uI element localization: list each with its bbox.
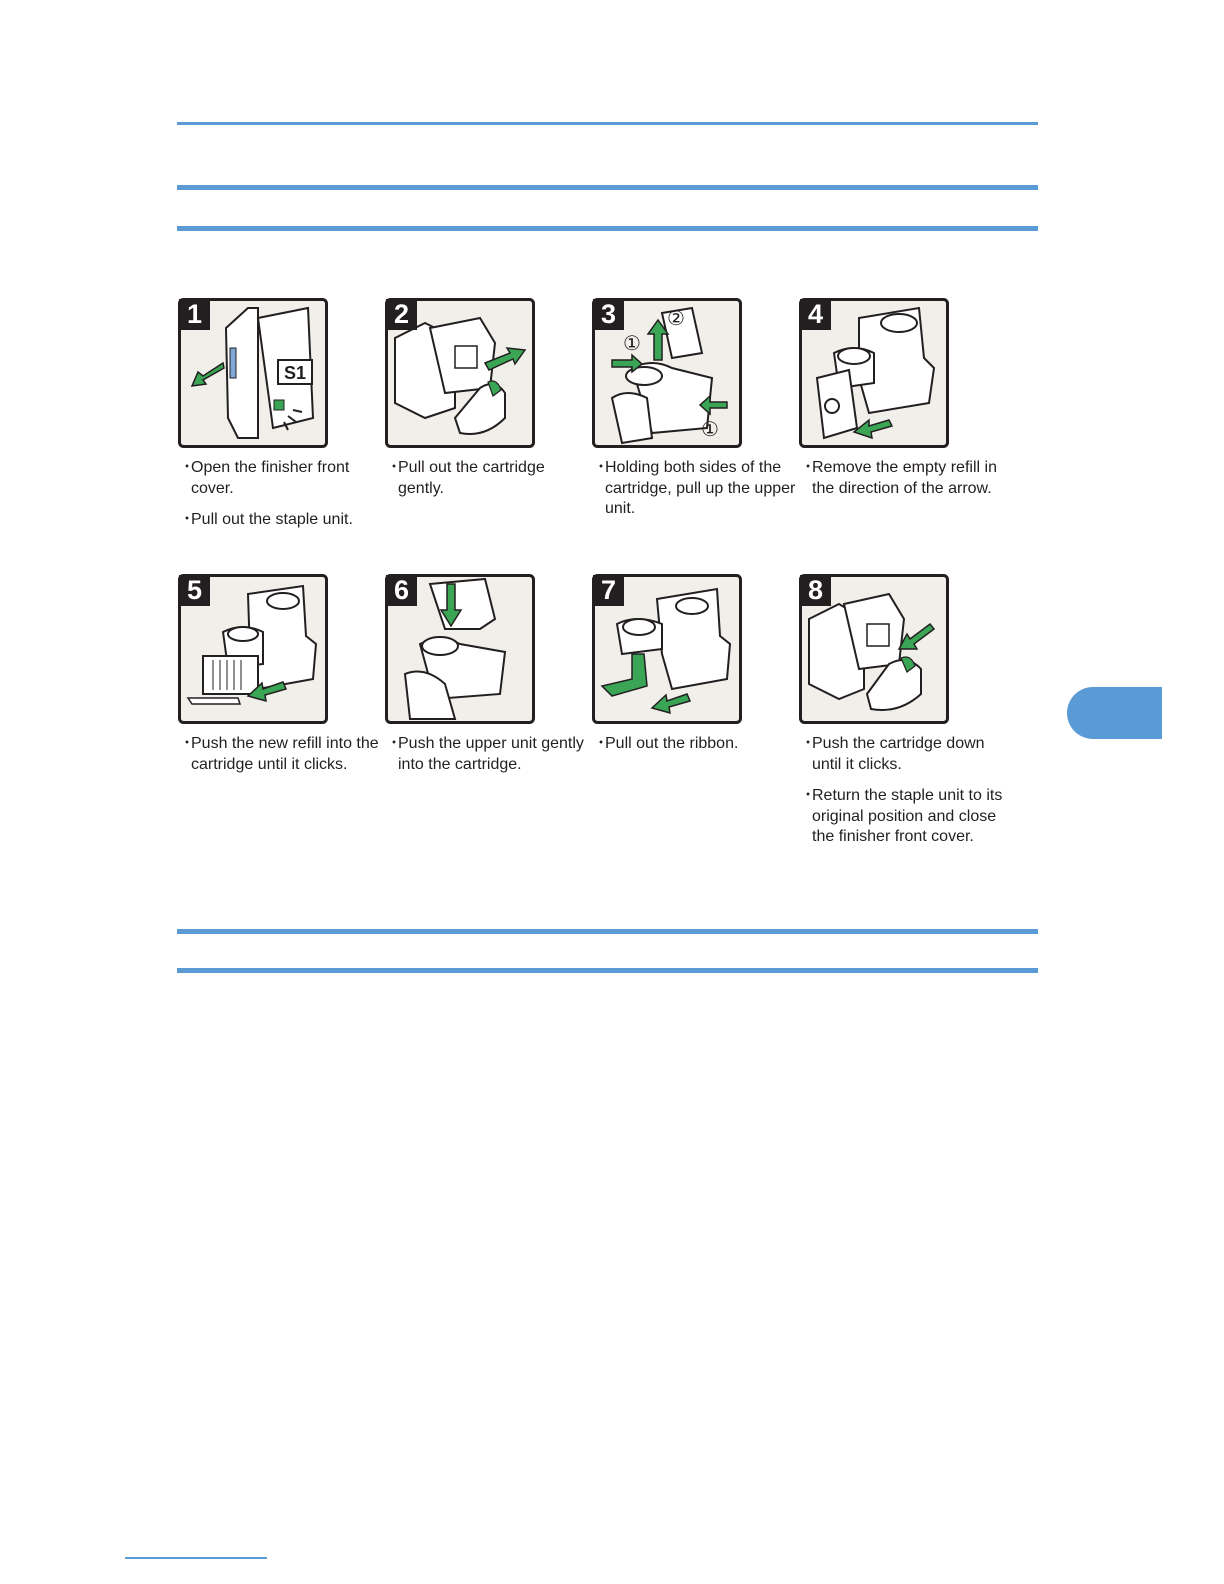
instruction-text: Push the cartridge down until it clicks. [812, 735, 985, 773]
step-7-instructions [592, 734, 802, 766]
step-2-instructions [385, 458, 595, 510]
footnote-rule [125, 1557, 267, 1559]
instruction-bullet [178, 734, 388, 775]
bullet-dot: ・ [593, 735, 610, 752]
bullet-dot: ・ [800, 459, 817, 476]
marker-1-right: ① [701, 417, 719, 441]
instruction-bullet [385, 734, 595, 775]
instruction-text: Remove the empty refill in the direction of the arrow. [812, 459, 997, 497]
bullet-dot: ・ [386, 459, 403, 476]
instruction-text: Pull out the cartridge gently. [398, 459, 545, 497]
step-4-number: 4 [800, 299, 831, 330]
instruction-text: Pull out the staple unit. [191, 511, 353, 528]
step-5-number: 5 [179, 575, 210, 606]
marker-1-left: ① [623, 331, 641, 355]
step-3-instructions [592, 458, 802, 531]
pull-out-ribbon-illustration [592, 574, 742, 724]
instruction-text: Open the finisher front cover. [191, 459, 350, 497]
instruction-bullet [592, 458, 802, 520]
step-8-instructions [799, 734, 1009, 859]
bullet-dot: ・ [800, 735, 817, 752]
step-3-number: 3 [593, 299, 624, 330]
instruction-text: Pull out the ribbon. [605, 735, 739, 752]
push-cartridge-down-illustration [799, 574, 949, 724]
instruction-text: Push the upper unit gently into the cartridge. [398, 735, 584, 773]
open-finisher-cover-illustration [178, 298, 328, 448]
header-rule-top [177, 122, 1038, 125]
instruction-text: Push the new refill into the cartridge until it clicks. [191, 735, 379, 773]
step-2-number: 2 [386, 299, 417, 330]
instruction-bullet [385, 458, 595, 499]
instruction-bullet [799, 786, 1009, 848]
remove-empty-refill-illustration [799, 298, 949, 448]
instruction-bullet [592, 734, 802, 755]
pull-out-cartridge-illustration [385, 298, 535, 448]
pull-up-upper-unit-illustration [592, 298, 742, 448]
step-1-number: 1 [179, 299, 210, 330]
push-new-refill-illustration [178, 574, 328, 724]
instruction-bullet [178, 458, 388, 499]
bullet-dot: ・ [593, 459, 610, 476]
marker-2: ② [667, 306, 685, 330]
bullet-dot: ・ [179, 511, 196, 528]
instruction-text: Return the staple unit to its original position and close the finisher front cover. [812, 787, 1003, 845]
step-6-instructions [385, 734, 595, 786]
bullet-dot: ・ [179, 735, 196, 752]
instruction-bullet [178, 510, 388, 531]
bullet-dot: ・ [179, 459, 196, 476]
step-7-number: 7 [593, 575, 624, 606]
section-rule-2b [177, 968, 1038, 973]
step-1-instructions [178, 458, 388, 542]
instruction-bullet [799, 734, 1009, 775]
step-6-number: 6 [386, 575, 417, 606]
instruction-bullet [799, 458, 1009, 499]
section-rule-1b [177, 226, 1038, 231]
step-5-instructions [178, 734, 388, 786]
bullet-dot: ・ [386, 735, 403, 752]
s1-label: S1 [283, 363, 307, 383]
push-upper-unit-illustration [385, 574, 535, 724]
chapter-tab [1067, 687, 1162, 739]
bullet-dot: ・ [800, 787, 817, 804]
section-rule-1a [177, 185, 1038, 190]
section-rule-2a [177, 929, 1038, 934]
step-4-instructions [799, 458, 1009, 510]
instruction-text: Holding both sides of the cartridge, pull up the upper unit. [605, 459, 796, 517]
step-8-number: 8 [800, 575, 831, 606]
